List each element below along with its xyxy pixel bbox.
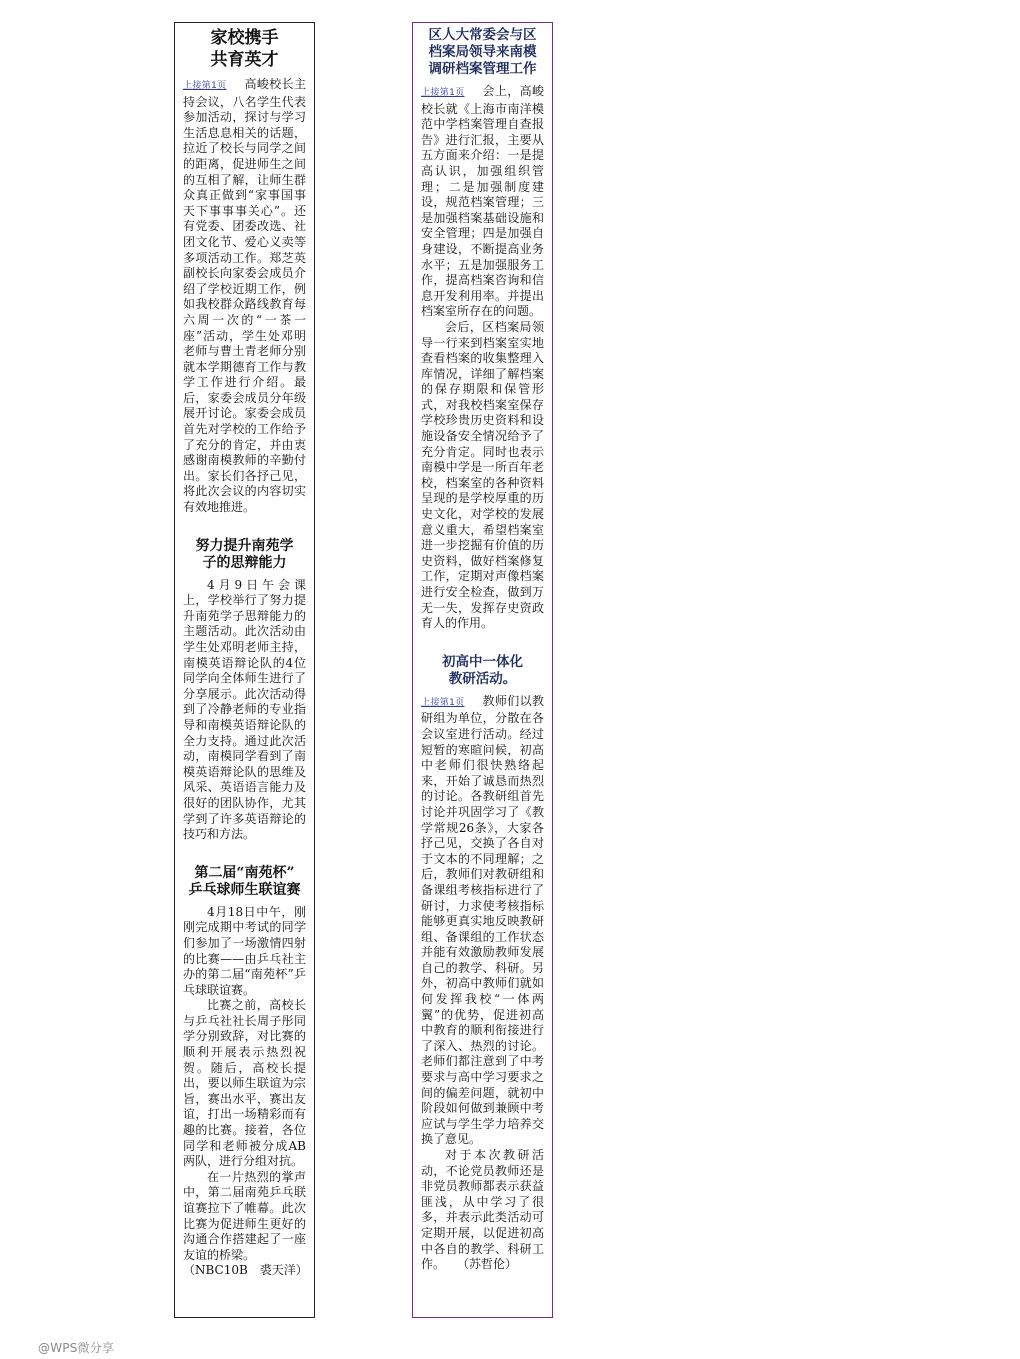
title-line: 努力提升南苑学 (195, 537, 294, 554)
article-title-debate (183, 538, 306, 572)
wps-share-watermark (38, 1339, 114, 1356)
title-line: 区人大常委会与区 (428, 27, 537, 43)
watermark-text: @WPS微分享 (38, 1341, 115, 1355)
article-text: 高峻校长主持会议，八名学生代表参加活动，探讨与学习生活息息相关的话题，拉近了校长与同学之间的距离，促进师生之间的互相了解，让师生群众真正做到“家事国事天下事事事关心”。还有党委、团委改选、社团文化节、爱心义卖等多项活动工作。郑芝英副校长向家委会成员介绍了学校近期工作，例如我校群众路线教育每六周一次的“一茶一座”活动，学生处邓明老师与曹土青老师分别就本学期德育工作与教学工作进行介绍。最后，家委会成员分年级展开讨论。家委会成员首先对学校的工作给予了充分的肯定，并由衷感谢南模教师的辛勤付出。家长们各抒己见，将此次会议的内容切实有效地推进。 (183, 77, 306, 515)
title-line: 家校携手 (210, 28, 279, 48)
author-signature: （苏哲伦） (463, 1257, 518, 1272)
continued-from-page-link[interactable]: 上接第1页 (183, 81, 227, 91)
article-body (183, 77, 306, 516)
article-title-pingpong (183, 865, 306, 899)
title-line: 乒乓球师生联谊赛 (188, 881, 301, 898)
left-news-column (174, 22, 315, 1318)
article-text: 对于本次教研活动，不论党员教师还是非党员教师都表示获益匪浅，从中学习了很多，并表示此类活动可定期开展，以促进初高中各自的教学、科研工作。 (421, 1148, 544, 1272)
article-title-archives (421, 27, 544, 78)
article-text: 会上，高峻校长就《上海市南洋模范中学档案管理自查报告》进行汇报，主要从五方面来介绍：一是提高认识，加强组织管理；二是加强制度建设，规范档案管理；三是加强档案基础设施和安全管理；四是加强自身建设，不断提高业务水平；五是加强服务工作，提高档案咨询和信息开发利用率。并提出档案室所存在的问题。 (421, 84, 544, 319)
article-title-family-school (183, 27, 306, 71)
continued-from-page-link[interactable]: 上接第1页 (421, 697, 465, 708)
article-paragraph: 比赛之前，高校长与乒乓社社长周子彤同学分别致辞，对比赛的顺利开展表示热烈祝贺。随后，高校长提出，要以师生联谊为宗旨，赛出水平，赛出友谊，打出一场精彩而有趣的比赛。接着，各位同学和老师被分成AB两队，进行分组对抗。 (183, 998, 306, 1169)
article-paragraph: 在一片热烈的掌声中，第二届南苑乒乓联谊赛拉下了帷幕。此次比赛为促进师生更好的沟通合作搭建起了一座友谊的桥梁。 (183, 1169, 306, 1262)
article-paragraph (421, 84, 544, 320)
title-line: 子的思辩能力 (202, 554, 287, 571)
continued-from-page-link[interactable]: 上接第1页 (421, 88, 465, 98)
title-line: 调研档案管理工作 (428, 61, 537, 77)
article-title-teaching-research (421, 654, 544, 688)
title-line: 教研活动。 (448, 670, 517, 687)
article-paragraph (421, 694, 544, 1148)
article-paragraph: 会后，区档案局领导一行来到档案室实地查看档案的收集整理入库情况，详细了解档案的保存期限和保管形式，对我校档案室保存学校珍贵历史资料和设施设备安全情况给予了充分肯定。同时也表示南模中学是一所百年老校，档案室的各种资料呈现的是学校厚重的历史文化，对学校的发展意义重大，希望档案室进一步挖掘有价值的历史资料，做好档案修复工作，定期对声像档案进行安全检查，做到万无一失，发挥存史资政育人的作用。 (421, 319, 544, 631)
right-news-column (412, 22, 553, 1318)
title-line: 共育英才 (210, 50, 279, 70)
article-body: 4月9日午会课上，学校举行了努力提升南苑学子思辩能力的主题活动。此次活动由学生处邓明老师主持，南模英语辩论队的4位同学向全体师生进行了分享展示。此次活动得到了冷静老师的专业指导和南模英语辩论队的全力支持。通过此次活动，南模同学看到了南模英语辩论队的思维及风采、英语语言能力及很好的团队协作，尤其学到了许多英语辩论的技巧和方法。 (183, 577, 306, 842)
title-line: 档案局领导来南模 (428, 44, 537, 60)
article-paragraph: 4月18日中午，刚刚完成期中考试的同学们参加了一场激情四射的比赛——由乒乓社主办的第二届“南苑杯”乒乓球联谊赛。 (183, 904, 306, 997)
author-signature: （NBC10B 裘天洋） (183, 1263, 308, 1278)
article-text: 教师们以教研组为单位，分散在各会议室进行活动。经过短暂的寒暄问候，初高中老师们很快熟络起来，开始了诚恳而热烈的讨论。各教研组首先讨论并巩固学习了《教学常规26条》，大家各抒己见，交换了各自对于文本的不同理解；之后，教师们对教研组和备课组考核指标进行了研讨，力求使考核指标能够更真实地反映教研组、备课组的工作状态并能有效激励教师发展自己的教学、科研。另外，初高中教师们就如何发挥我校“一体两翼”的优势，促进初高中教育的顺利衔接进行了深入、热烈的讨论。老师们都注意到了中考要求与高中学习要求之间的偏差问题，就初中阶段如何做到兼顾中考应试与学生学力培养交换了意见。 (421, 693, 544, 1147)
article-paragraph (421, 1148, 544, 1273)
title-line: 第二届“南苑杯” (194, 864, 295, 881)
title-line: 初高中一体化 (442, 653, 523, 670)
